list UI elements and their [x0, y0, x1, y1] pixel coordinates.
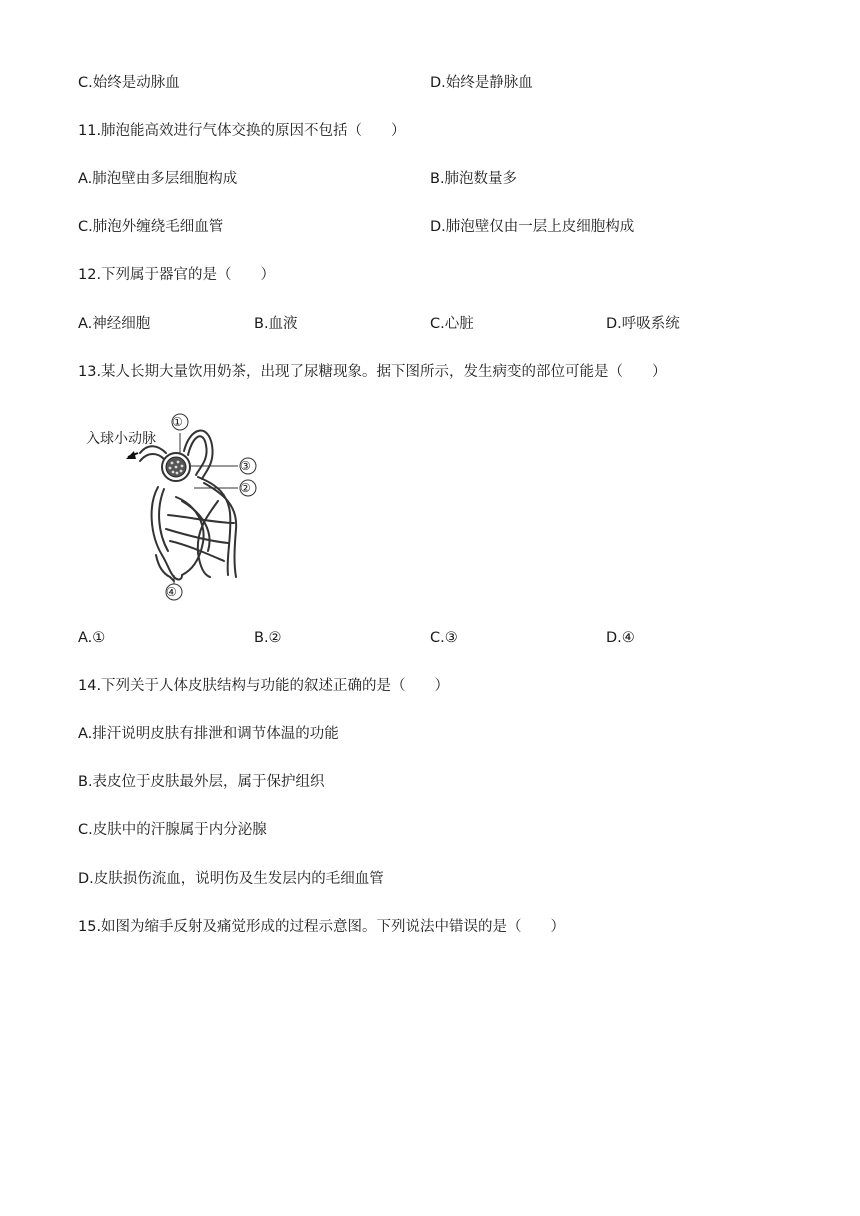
- q11-option-b: B.肺泡数量多: [430, 171, 518, 187]
- q10-option-c: C.始终是动脉血: [78, 75, 180, 91]
- q12-option-a: A.神经细胞: [78, 316, 151, 332]
- q11-stem: 11.肺泡能高效进行气体交换的原因不包括（ ）: [78, 123, 406, 139]
- q14-option-a: A.排汗说明皮肤有排泄和调节体温的功能: [78, 726, 339, 742]
- q14-stem: 14.下列关于人体皮肤结构与功能的叙述正确的是（ ）: [78, 678, 450, 694]
- marker-2-label: ②: [240, 481, 251, 495]
- marker-4-label: ④: [166, 585, 177, 599]
- q11-option-c: C.肺泡外缠绕毛细血管: [78, 219, 224, 235]
- q13-option-a: A.①: [78, 630, 106, 646]
- marker-3-label: ③: [240, 459, 251, 473]
- afferent-arteriole-label: 入球小动脉: [86, 431, 156, 447]
- q11-option-d: D.肺泡壁仅由一层上皮细胞构成: [430, 219, 635, 235]
- q10-option-d: D.始终是静脉血: [430, 75, 533, 91]
- q13-option-b: B.②: [254, 630, 282, 646]
- q13-stem: 13.某人长期大量饮用奶茶，出现了尿糖现象。据下图所示，发生病变的部位可能是（ ）: [78, 364, 667, 380]
- q12-option-b: B.血液: [254, 316, 298, 332]
- q12-option-d: D.呼吸系统: [606, 316, 680, 332]
- q15-stem: 15.如图为缩手反射及痛觉形成的过程示意图。下列说法中错误的是（ ）: [78, 919, 566, 935]
- q12-option-c: C.心脏: [430, 316, 474, 332]
- q11-option-a: A.肺泡壁由多层细胞构成: [78, 171, 238, 187]
- nephron-diagram: [78, 405, 278, 605]
- q14-option-c: C.皮肤中的汗腺属于内分泌腺: [78, 822, 267, 838]
- marker-1-label: ①: [172, 415, 183, 429]
- q13-option-c: C.③: [430, 630, 458, 646]
- q14-option-d: D.皮肤损伤流血，说明伤及生发层内的毛细血管: [78, 871, 384, 887]
- q12-stem: 12.下列属于器官的是（ ）: [78, 267, 276, 283]
- q14-option-b: B.表皮位于皮肤最外层，属于保护组织: [78, 774, 325, 790]
- q13-option-d: D.④: [606, 630, 635, 646]
